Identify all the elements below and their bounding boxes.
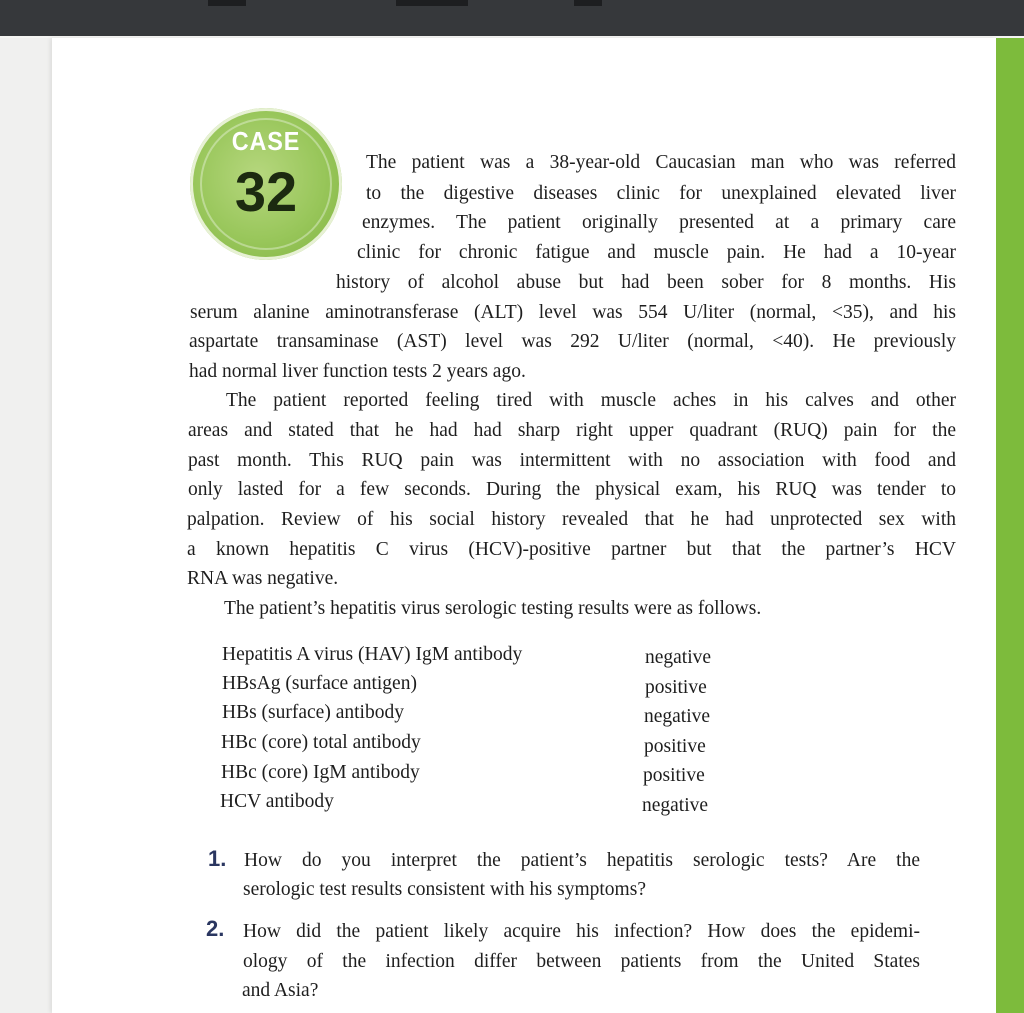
case-badge [190, 108, 342, 260]
paragraph-line: palpation. Review of his social history revealed that he had unprotected sex with [187, 510, 956, 530]
paragraph-line: The patient was a 38-year-old Caucasian man who was referred [366, 153, 956, 173]
test-name: Hepatitis A virus (HAV) IgM antibody [222, 644, 523, 665]
test-name: HBs (surface) antibody [222, 702, 404, 723]
test-name: HBc (core) total antibody [221, 732, 421, 753]
question-line: How did the patient likely acquire his infection? How does the epidemi- [243, 922, 920, 942]
question-line: ology of the infection differ between patients from the United States [243, 952, 920, 972]
paragraph-line: clinic for chronic fatigue and muscle pain. He had a 10-year [357, 243, 956, 263]
test-result: negative [645, 647, 712, 668]
paragraph-line: history of alcohol abuse but had been sober for 8 months. His [336, 273, 956, 293]
toolbar-button[interactable] [208, 0, 246, 6]
case-label: CASE [231, 126, 301, 156]
test-name: HCV antibody [220, 791, 334, 812]
case-number: 32 [234, 160, 298, 223]
page-edge-accent [996, 38, 1024, 1013]
question-line: and Asia? [242, 980, 319, 1001]
question-number: 2. [206, 916, 225, 941]
test-result: negative [644, 706, 711, 727]
paragraph-line: areas and stated that he had had sharp right upper quadrant (RUQ) pain for the [188, 421, 956, 441]
test-result: positive [645, 677, 707, 698]
paragraph-line: The patient’s hepatitis virus serologic testing results were as follows. [224, 598, 762, 619]
paragraph-line: serum alanine aminotransferase (ALT) level was 554 U/liter (normal, <35), and his [190, 303, 956, 323]
paragraph-line: The patient reported feeling tired with muscle aches in his calves and other [226, 391, 956, 411]
toolbar-button[interactable] [574, 0, 602, 6]
test-result: negative [642, 795, 709, 816]
viewer-toolbar [0, 0, 1024, 36]
previous-page-edge [0, 38, 52, 1013]
question-line: serologic test results consistent with his symptoms? [243, 879, 646, 900]
question-number: 1. [208, 846, 227, 871]
test-name: HBsAg (surface antigen) [222, 673, 417, 694]
paragraph-line: to the digestive diseases clinic for unexplained elevated liver [366, 184, 956, 204]
test-name: HBc (core) IgM antibody [221, 762, 420, 783]
paragraph-line: enzymes. The patient originally presented at a primary care [362, 213, 956, 233]
test-result: positive [643, 765, 705, 786]
question-line: How do you interpret the patient’s hepatitis serologic tests? Are the [244, 851, 920, 871]
paragraph-line: RNA was negative. [187, 568, 339, 589]
paragraph-line: had normal liver function tests 2 years ago. [189, 361, 526, 382]
paragraph-line: a known hepatitis C virus (HCV)-positive partner but that the partner’s HCV [187, 540, 956, 560]
paragraph-line: past month. This RUQ pain was intermittent with no association with food and [188, 451, 956, 471]
paragraph-line: aspartate transaminase (AST) level was 292 U/liter (normal, <40). He previously [189, 332, 956, 352]
test-result: positive [644, 736, 706, 757]
paragraph-line: only lasted for a few seconds. During the physical exam, his RUQ was tender to [188, 480, 956, 500]
toolbar-button[interactable] [396, 0, 468, 6]
